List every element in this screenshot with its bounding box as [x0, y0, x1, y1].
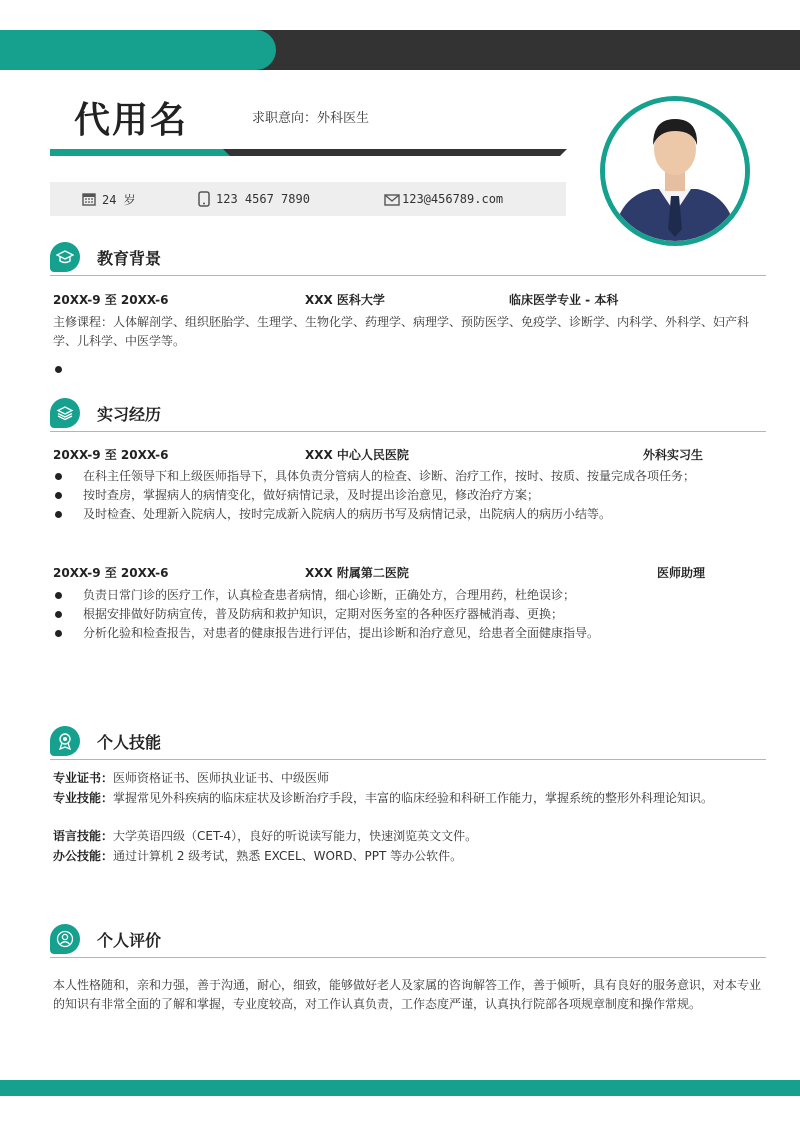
email-item: [384, 182, 503, 216]
skill-value: 掌握常见外科疾病的临床症状及诊断治疗手段，丰富的临床经验和科研工作能力，掌握系统的整形外科理论知识。: [113, 791, 714, 805]
skill-value: 通过计算机 2 级考试，熟悉 EXCEL、WORD、PPT 等办公软件。: [113, 849, 463, 863]
section-evaluation: [50, 922, 766, 958]
list-item: 负责日常门诊的医疗工作，认真检查患者病情，细心诊断，正确处方，合理用药，杜绝误诊；: [53, 586, 765, 605]
education-date: 20XX-9 至 20XX-6: [53, 293, 169, 307]
avatar-portrait: [605, 101, 745, 241]
evaluation-text: 本人性格随和，亲和力强，善于沟通，耐心，细致，能够做好老人及家属的咨询解答工作，善于倾听，具有良好的服务意识，对本专业的知识有非常全面的了解和掌握，专业度较高，对工作认真负责，工作态度严谨，认真执行院部各项规章制度和操作常规。: [53, 978, 762, 1011]
calendar-icon: [82, 192, 96, 206]
skill-value: 医师资格证书、医师执业证书、中级医师: [113, 771, 330, 785]
divider-dark: [230, 149, 560, 156]
section-education: [50, 240, 766, 276]
section-title: 个人评价: [97, 931, 162, 950]
profile-photo: [600, 96, 750, 246]
divider-accent: [50, 149, 225, 156]
skill-value: 大学英语四级（CET-4），良好的听说读写能力，快速浏览英文文件。: [113, 829, 478, 843]
section-internship: [50, 396, 766, 432]
job-duties: [53, 586, 765, 643]
graduation-cap-icon: [50, 242, 80, 272]
job-row: [53, 564, 765, 582]
job-org: XXX 附属第二医院: [305, 566, 409, 580]
section-title: 个人技能: [97, 733, 162, 752]
layers-icon: [50, 398, 80, 428]
education-school: XXX 医科大学: [305, 293, 385, 307]
education-major: 临床医学专业 - 本科: [509, 293, 619, 307]
skill-key: 专业证书：: [53, 771, 114, 785]
skill-key: 语言技能：: [53, 829, 114, 843]
job-role: 外科实习生: [643, 448, 704, 462]
skill-key: 专业技能：: [53, 791, 114, 805]
footer-accent-bar: [0, 1080, 800, 1096]
skill-item: [53, 847, 765, 866]
education-courses: 主修课程：人体解剖学、组织胚胎学、生理学、生物化学、药理学、病理学、预防医学、免疫学、诊断学、内科学、外科学、妇产科学、儿科学、中医学等。: [53, 315, 750, 348]
list-item: 在科主任领导下和上级医师指导下，具体负责分管病人的检查、诊断、治疗工作，按时、按质、按量完成各项任务；: [53, 467, 765, 486]
section-skills: [50, 724, 766, 760]
skill-item: [53, 827, 765, 846]
bullet-dot: [55, 366, 62, 373]
list-item: 分析化验和检查报告，对患者的健康报告进行评估，提出诊断和治疗意见，给患者全面健康指导。: [53, 624, 765, 643]
header-accent-bar: [0, 30, 276, 70]
phone-icon: [198, 191, 210, 207]
skill-key: 办公技能：: [53, 849, 114, 863]
job-role: 医师助理: [657, 566, 706, 580]
job-org: XXX 中心人民医院: [305, 448, 409, 462]
list-item: 及时检查、处理新入院病人，按时完成新入院病人的病历书写及病情记录，出院病人的病历小结等。: [53, 505, 765, 524]
age-item: [82, 182, 136, 216]
award-icon: [50, 726, 80, 756]
education-row: [53, 291, 765, 309]
section-title: 实习经历: [97, 405, 162, 424]
job-date: 20XX-9 至 20XX-6: [53, 566, 169, 580]
skill-item: [53, 769, 765, 788]
list-item: 根据安排做好防病宣传，普及防病和救护知识，定期对医务室的各种医疗器械消毒、更换；: [53, 605, 765, 624]
skill-item: [53, 789, 765, 808]
section-title: 教育背景: [97, 249, 162, 268]
candidate-name: 代用名: [74, 100, 189, 141]
contact-info-bar: [50, 182, 566, 216]
job-date: 20XX-9 至 20XX-6: [53, 448, 169, 462]
phone-text: 123 4567 7890: [216, 192, 310, 206]
user-icon: [50, 924, 80, 954]
mail-icon: [384, 193, 400, 206]
job-duties: [53, 467, 765, 524]
job-intent: 求职意向：外科医生: [252, 111, 370, 126]
list-item: 按时查房，掌握病人的病情变化，做好病情记录，及时提出诊治意见，修改治疗方案；: [53, 486, 765, 505]
phone-item: [198, 182, 310, 216]
job-row: [53, 446, 765, 464]
email-text: 123@456789.com: [402, 192, 504, 206]
age-text: 24 岁: [102, 192, 136, 207]
